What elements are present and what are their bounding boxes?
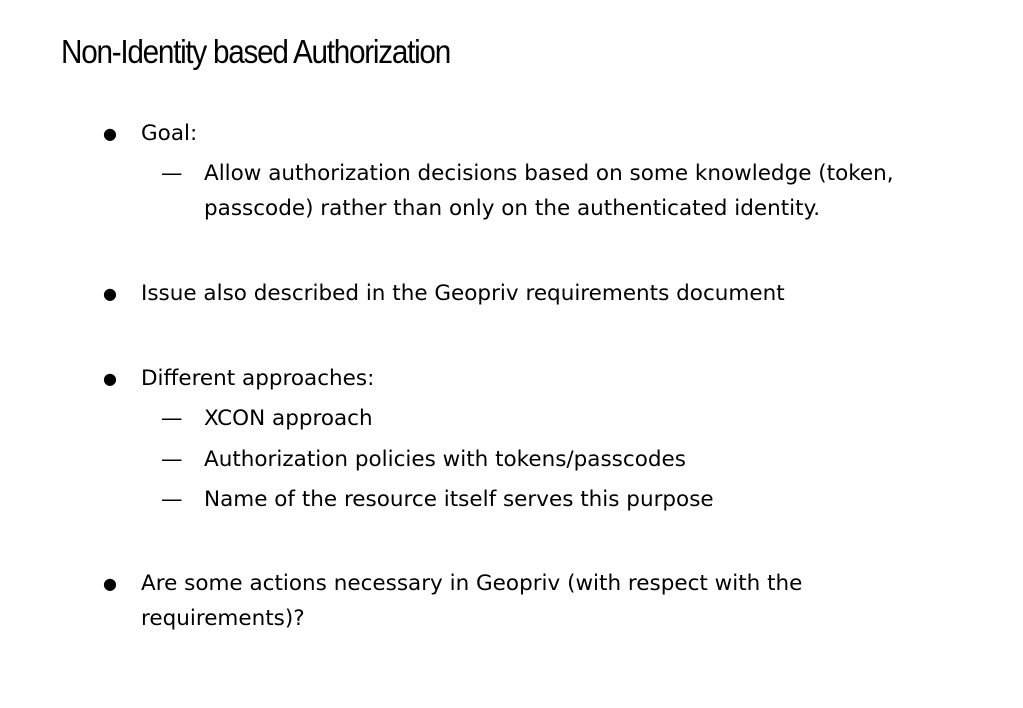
dash-marker: — (161, 487, 183, 512)
sub-item-text: Name of the resource itself serves this purpose (204, 487, 714, 512)
bullet-marker: ● (103, 369, 117, 388)
sub-item-text: Authorization policies with tokens/passcodes (204, 447, 686, 472)
sub-item-text: Allow authorization decisions based on some knowledge (token, passcode) rather than only on the authenticated identity. (204, 161, 894, 221)
dash-marker: — (161, 447, 183, 472)
bullet-text: Issue also described in the Geopriv requirements document (141, 281, 785, 306)
slide-title: Non-Identity based Authorization (61, 33, 450, 70)
bullet-marker: ● (103, 124, 117, 143)
dash-marker: — (161, 406, 183, 431)
bullet-marker: ● (103, 574, 117, 593)
sub-item-text: XCON approach (204, 406, 373, 431)
bullet-text: Goal: (141, 121, 198, 146)
dash-marker: — (161, 161, 183, 186)
bullet-marker: ● (103, 284, 117, 303)
bullet-text: Different approaches: (141, 366, 375, 391)
bullet-text: Are some actions necessary in Geopriv (with respect with the requirements)? (141, 571, 803, 631)
